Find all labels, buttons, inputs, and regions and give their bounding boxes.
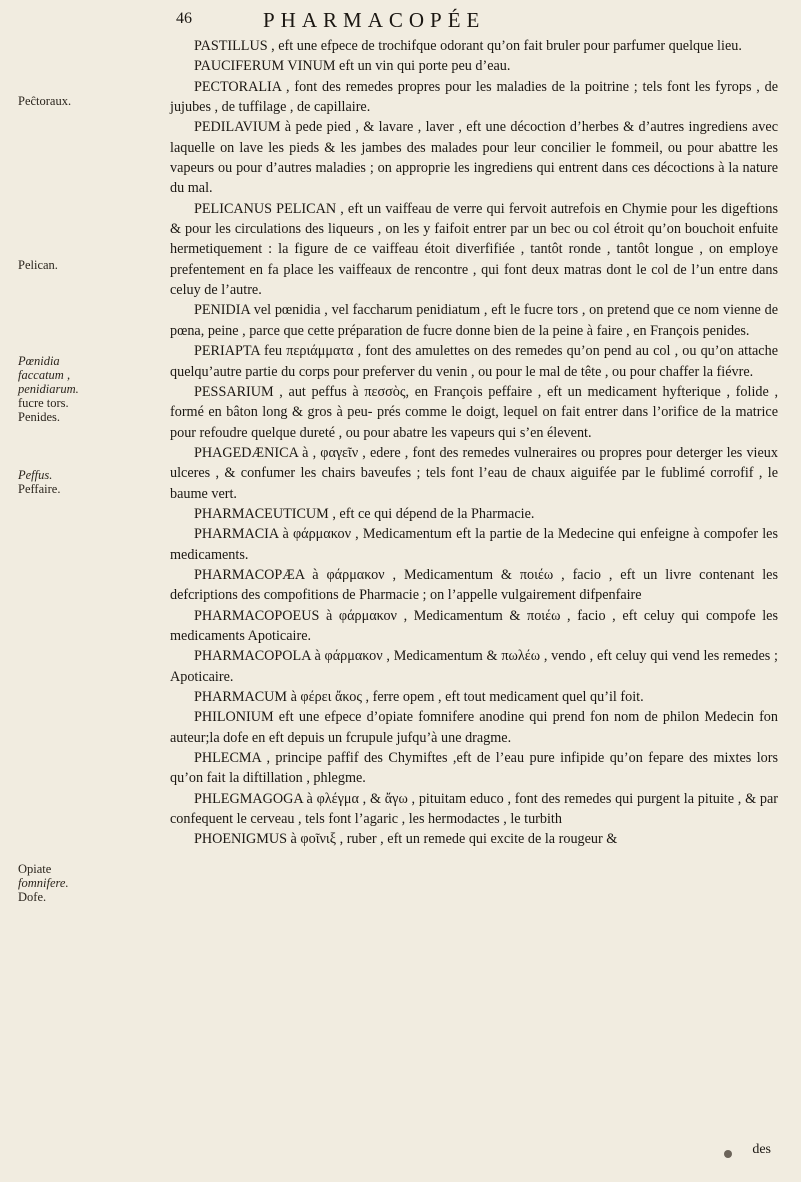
margin-note-peffaire: Peffus. Peffaire. — [18, 468, 61, 496]
entry-pastillus: PASTILLUS , eft une efpece de trochifque odorant qu’on fait bruler pour parfumer quelque lieu. — [194, 38, 742, 54]
entry-penidia: PENIDIA vel pœnidia , vel faccharum penidiatum , eft le fucre tors , on pretend que ce nom vienne de pœna, peine , parce que cette préparation de fucre donne bien de la peine à faire , en François penides. — [170, 302, 778, 339]
entry-phlecma: PHLECMA , principe paffif des Chymiftes ,eft de l’eau pure infipide qu’on fepare des mixtes lors qu’on fait la diftillation , phlegme. — [170, 750, 778, 787]
entry-pedilavium: PEDILAVIUM à pede pied , & lavare , laver , eft une décoction d’herbes & d’autres ingrediens avec laquelle on lave les pieds & les jambes des malades pour leur concilier le fommeil, ou pour abattre les vapeurs ou pour d’autres maladies ; on approprie les ingrediens qui entrent dans ces décoctions à la nature du mal. — [170, 119, 778, 197]
page-number: 46 — [176, 10, 192, 27]
entry-philonium: PHILONIUM eft une efpece d’opiate fomnifere anodine qui prend fon nom de philon Medecin fon auteur;la dofe en eft depuis un fcrupule jufqu’à une dragme. — [170, 709, 778, 746]
entry-periapta: PERIAPTA feu περιάμματα , font des amulettes on des remedes qu’on pend au col , ou qu’on attache quelqu’autre partie du corps pour preferver du venin , ou pour le mal de tête , ou pour chaffer la fiévre. — [170, 343, 778, 380]
entry-pelicanus: PELICANUS PELICAN , eft un vaiffeau de verre qui fervoit autrefois en Chymie pour les digeftions & pour les circulations des liqueurs , on les y faifoit entrer par un bec ou col étroit qu’on bouchoit enfuite hermetiquement : la figure de ce vaiffeau étoit diverfifiée , tantôt ronde , tantôt longue , on employe prefentement en fa place les vaiffeaux de rencontre , qui font deux matras dont le col de l’un entre dans celuy de l’autre. — [170, 200, 778, 299]
catchword: des — [752, 1142, 771, 1157]
entry-pharmacopaea: PHARMACOPÆA à φάρμακον , Medicamentum & ποιέω , facio , eft un livre contenant les defcriptions des compofitions de Pharmacie ; on l’appelle vulgairement difpenfaire — [170, 566, 778, 604]
entry-phlegmagoga: PHLEGMAGOGA à φλέγμα , & ἄγω , pituitam educo , font des remedes qui purgent la pituite , & par confequent le cerveau , tels font l’agaric , les hermodactes , le turbith — [170, 790, 778, 828]
entry-pectoralia: PECTORALIA , font des remedes propres pour les maladies de la poitrine ; tels font les fyrops , de jujubes , de tuffilage , de capillaire. — [170, 78, 778, 116]
margin-note-pectoraux: Peĉtoraux. — [18, 94, 72, 108]
ink-dot — [724, 1150, 732, 1158]
entry-pharmacum: PHARMACUM à φέρει ἄκος , ferre opem , eft tout medicament quel qu’il foit. — [194, 689, 644, 705]
entry-pauciferum: PAUCIFERUM VINUM eft un vin qui porte peu d’eau. — [194, 58, 511, 75]
dictionary-text — [170, 36, 778, 850]
entry-pessarium: PESSARIUM , aut peffus à πεσσὸς, en François peffaire , eft un medicament hyfterique , folide , formé en bâton long & gros à peu- prés comme le doigt, lequel on fait entrer dans l’orifice de la matrice pour refoudre quelque dureté , ou pour abatre les vapeurs qui s’en élevent. — [170, 383, 778, 441]
entry-phagedaenica: PHAGEDÆNICA à , φαγεῖν , edere , font des remedes vulneraires ou propres pour deterger les vieux ulceres , & confumer les chairs baveufes ; tels font l’eau de chaux aiguifée par le fublimé corrofif , le baume vert. — [170, 444, 778, 502]
entry-pharmacia: PHARMACIA à φάρμακον , Medicamentum eft la partie de la Medecine qui enfeigne à compofer les medicaments. — [170, 526, 778, 563]
entry-phoenigmus: PHOENIGMUS à φοῖνιξ , ruber , eft un remede qui excite de la rougeur & — [194, 831, 618, 848]
entry-pharmacopola: PHARMACOPOLA à φάρμακον , Medicamentum & πωλέω , vendo , eft celuy qui vend les remedes ; Apoticaire. — [170, 648, 778, 685]
margin-note-opiate: Opiate fomnifere. Dofe. — [18, 862, 69, 904]
entry-pharmaceuticum: PHARMACEUTICUM , eft ce qui dépend de la Pharmacie. — [194, 505, 535, 522]
running-title: PHARMACOPÉE — [263, 8, 486, 32]
entry-pharmacopoeus: PHARMACOPOEUS à φάρμακον , Medicamentum & ποιέω , facio , eft celuy qui compofe les medicaments Apoticaire. — [170, 607, 778, 644]
margin-note-pelican: Pelican. — [18, 258, 58, 272]
margin-note-penides: Pœnidia faccatum , penidiarum. fucre tors. Penides. — [18, 354, 79, 424]
